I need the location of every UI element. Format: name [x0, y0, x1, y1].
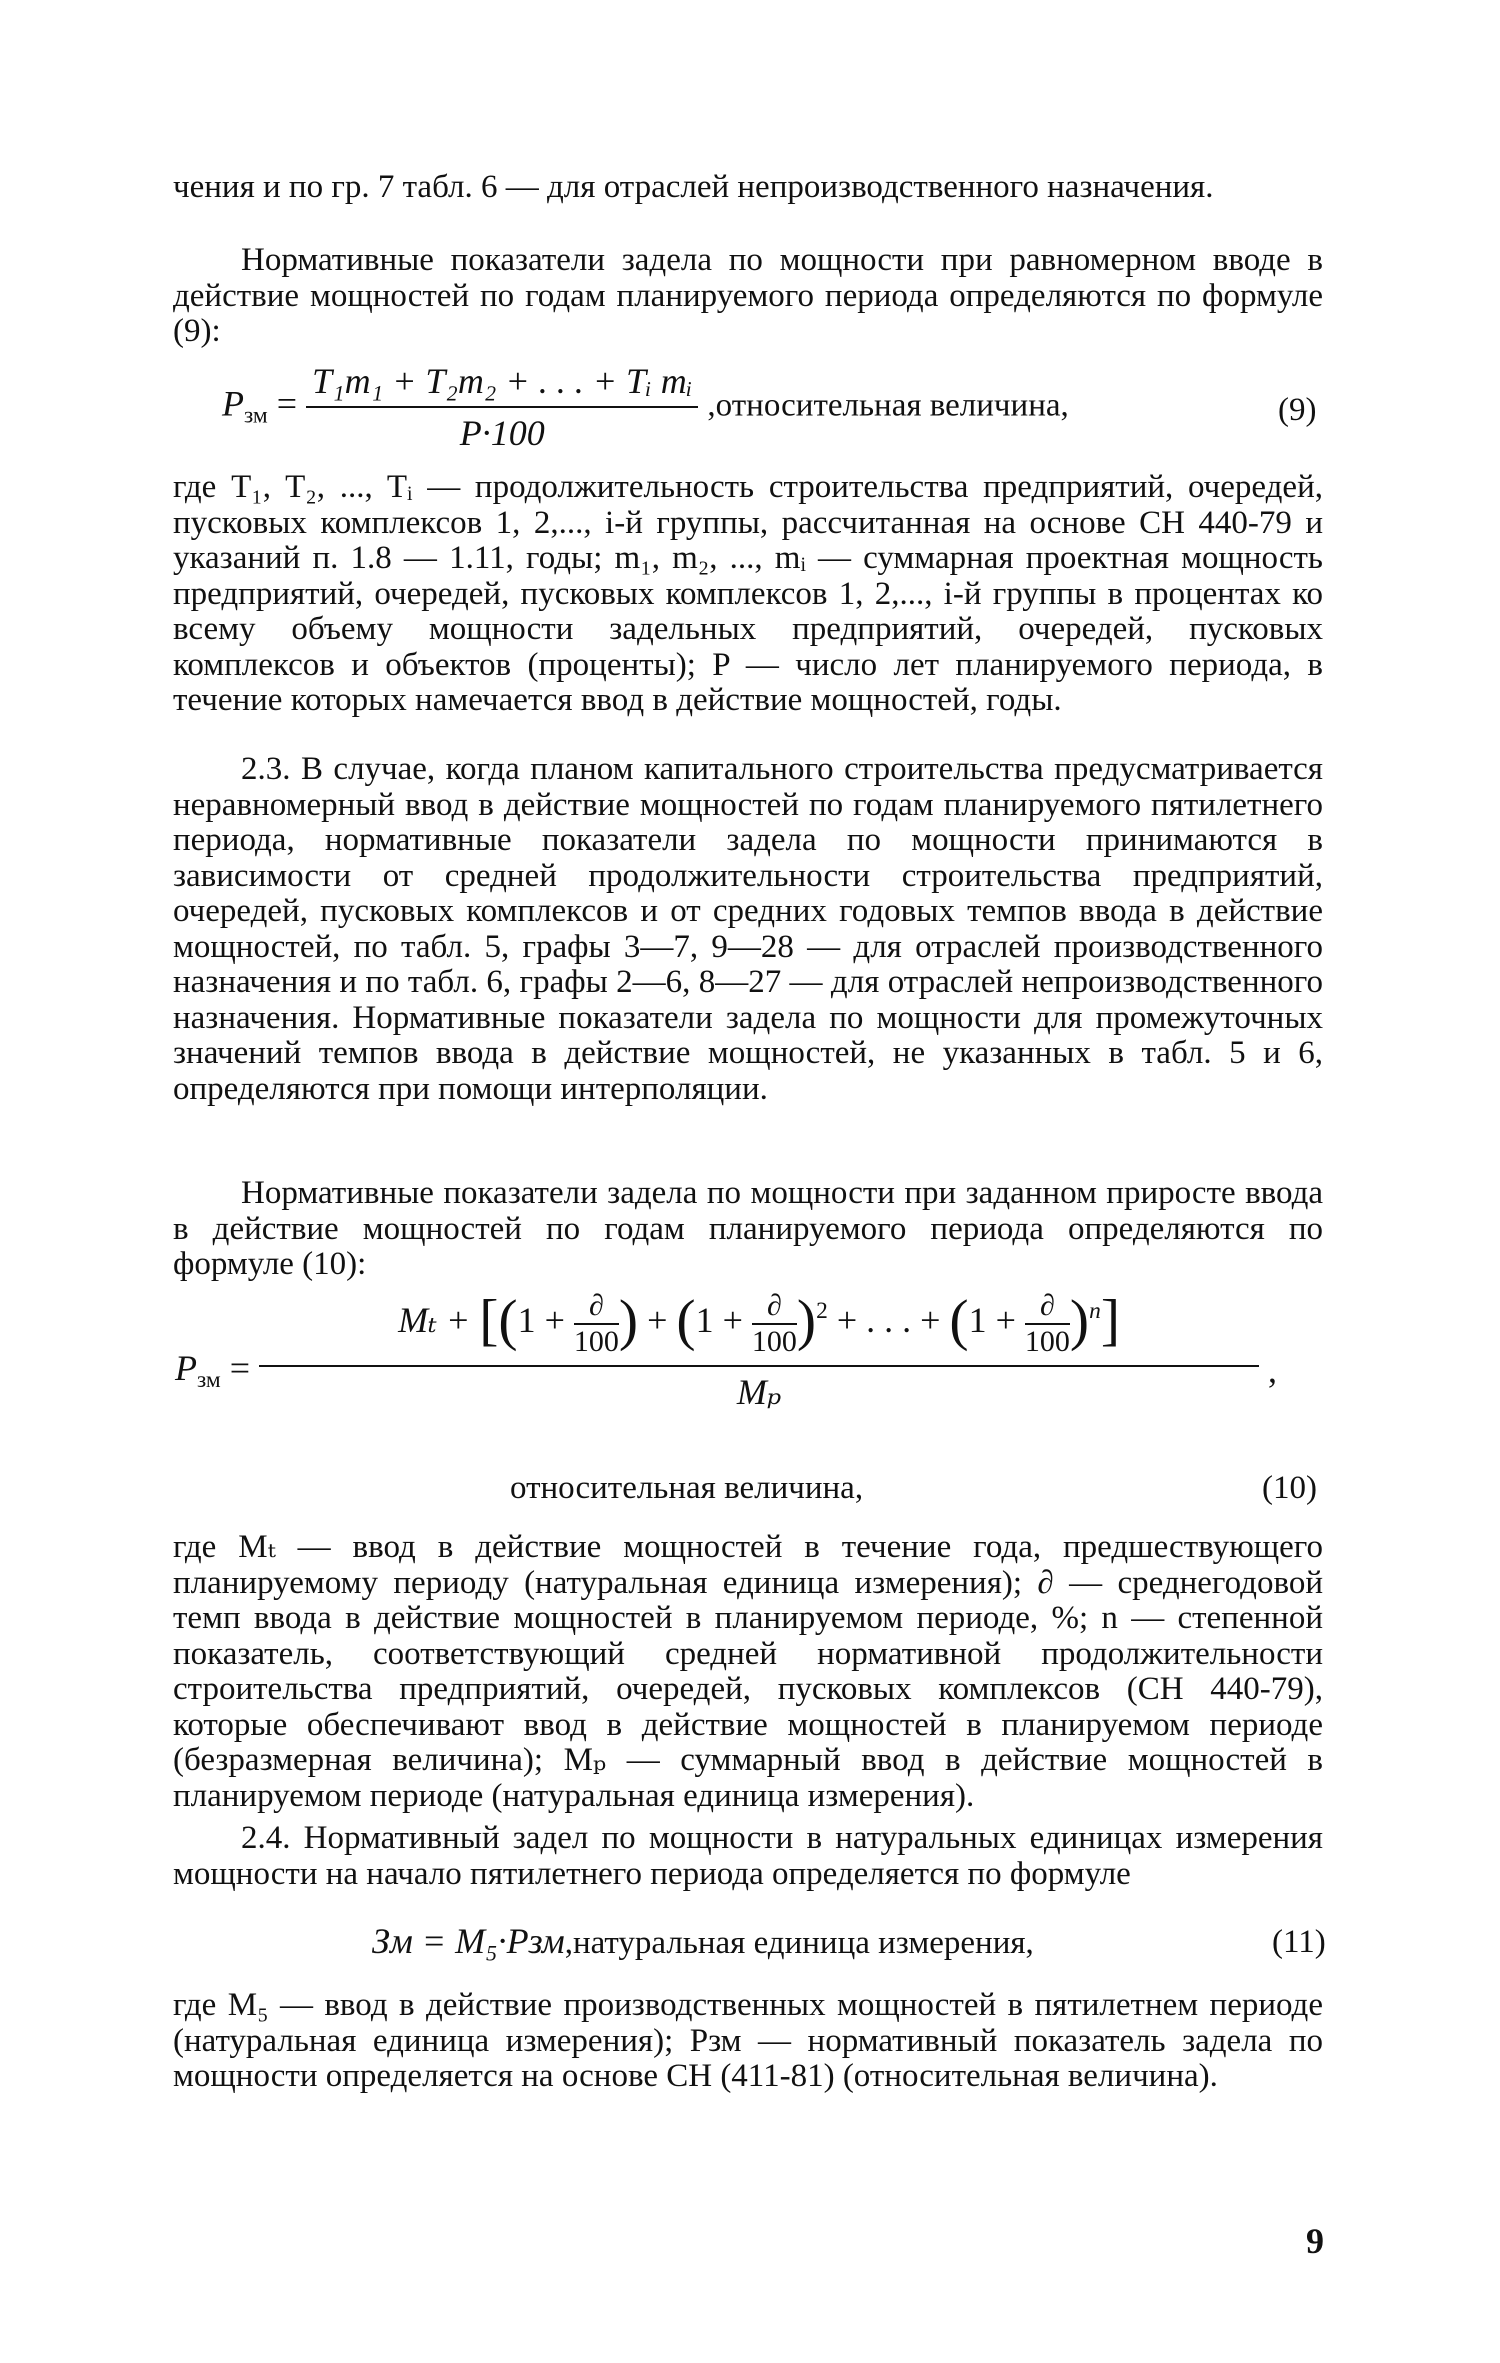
formula10-one-plus-1: 1 + — [517, 1300, 565, 1341]
formula10-ellipsis: + . . . + — [836, 1300, 941, 1341]
rate-symbol: ∂ — [574, 1289, 619, 1325]
formula10-rate-fraction-n — [1025, 1289, 1070, 1359]
formula9-numerator: T₁m₁ + T₂m₂ + . . . + Tᵢ mᵢ — [306, 360, 698, 408]
paragraph-formula11-definitions: где M₅ — ввод в действие производственных мощностей в пятилетнем периоде (натуральная единица измерения); Pзм — нормативный показатель задела по мощности определяется на основе СН (411-81) (относительная величина). — [173, 1987, 1323, 2094]
rate-denominator: 100 — [573, 1324, 619, 1358]
formula-10 — [175, 1288, 1277, 1413]
formula10-comma: , — [1268, 1350, 1278, 1391]
formula10-equals: = — [229, 1347, 251, 1388]
paragraph-continuation: чения и по гр. 7 табл. 6 — для отраслей непроизводственного назначения. — [173, 169, 1214, 205]
paragraph-section-2-3: 2.3. В случае, когда планом капитального строительства предусматривается неравномерный ввод в действие мощностей по годам планируемого пятилетнего периода, нормативные показатели задела по мощности принимаются в зависимости от средней продолжительности строительства предприятий, очередей, пусковых комплексов и от средних годовых темпов ввода в действие мощностей, по табл. 5, графы 3—7, 9—28 — для отраслей производственного назначения и по табл. 6, графы 2—6, 8—27 — для отраслей непроизводственного назначения. Нормативные показатели задела по мощности для промежуточных значений темпов ввода в действие мощностей, не указанных в табл. 5 и 6, определяются при помощи интерполяции. — [173, 751, 1323, 1107]
formula10-one-plus-2: 1 + — [695, 1300, 743, 1341]
formula9-lhs-sub: зм — [244, 402, 268, 429]
paragraph-formula9-intro: Нормативные показатели задела по мощности при равномерном вводе в действие мощностей по годам планируемого периода определяются по формуле (9): — [173, 242, 1323, 349]
formula10-denominator: Mₚ — [736, 1371, 782, 1412]
rate-symbol: ∂ — [752, 1289, 797, 1325]
formula9-equals: = — [276, 383, 298, 424]
formula-9 — [222, 360, 1069, 454]
page-number: 9 — [1306, 2221, 1324, 2261]
formula11-expression: Зм = M₅·Pзм — [372, 1921, 565, 1961]
paragraph-formula10-definitions: где Mₜ — ввод в действие мощностей в течение года, предшествующего планируемому периоду (натуральная единица измерения); ∂ — среднегодовой темп ввода в действие мощностей в планируемом периоде, %; n — степенной показатель, соответствующий средней нормативной продолжительности строительства предприятий, очередей, пусковых комплексов (СН 440-79), которые обеспечивают ввод в действие мощностей в планируемом периоде (безразмерная величина); Mₚ — суммарный ввод в действие мощностей в планируемом периоде (натуральная единица измерения). — [173, 1529, 1323, 1814]
formula9-number: (9) — [1278, 392, 1317, 428]
formula10-power-2: 2 — [816, 1298, 828, 1325]
formula10-numerator: Mₜ + [(1 + $\frac{\partial}{100}$ ) + (1 + $\frac{\partial}{100}$ )$^2$ + . . . + (1 + $\frac{\partial}{100}$ )$^n$] — [259, 1288, 1259, 1367]
formula10-lhs-sub: зм — [197, 1366, 221, 1393]
rate-denominator: 100 — [1024, 1324, 1070, 1358]
formula11-label: ,натуральная единица измерения, — [564, 1925, 1034, 1961]
formula11-number: (11) — [1272, 1924, 1326, 1960]
formula9-label: ,относительная величина, — [707, 387, 1069, 424]
formula10-rate-fraction-1 — [574, 1289, 619, 1359]
rate-denominator: 100 — [751, 1324, 797, 1358]
formula10-label: относительная величина, — [510, 1470, 864, 1506]
paragraph-section-2-4: 2.4. Нормативный задел по мощности в натуральных единицах измерения мощности на начало пятилетнего периода определяется по формуле — [173, 1820, 1323, 1892]
formula10-mt: Mₜ + — [398, 1300, 471, 1341]
formula9-lhs: P — [222, 383, 244, 424]
rate-symbol: ∂ — [1025, 1289, 1070, 1325]
formula-11 — [372, 1920, 1034, 1962]
formula10-power-n: n — [1089, 1298, 1101, 1325]
formula10-plus: + — [647, 1300, 668, 1341]
paragraph-formula9-definitions: где T₁, T₂, ..., Tᵢ — продолжительность строительства предприятий, очередей, пусковых комплексов 1, 2,..., i-й группы, рассчитанная на основе СН 440-79 и указаний п. 1.8 — 1.11, годы; m₁, m₂, ..., mᵢ — суммарная проектная мощность предприятий, очередей, пусковых комплексов 1, 2,..., i-й группы в процентах ко всему объему мощности задельных предприятий, очередей, пусковых комплексов и объектов (проценты); P — число лет планируемого периода, в течение которых намечается ввод в действие мощностей, годы. — [173, 469, 1323, 718]
paragraph-formula10-intro: Нормативные показатели задела по мощности при заданном приросте ввода в действие мощностей по годам планируемого периода определяются по формуле (10): — [173, 1175, 1323, 1282]
formula9-fraction — [306, 360, 698, 454]
formula10-one-plus-n: 1 + — [968, 1300, 1016, 1341]
formula10-rate-fraction-2 — [752, 1289, 797, 1359]
formula10-number: (10) — [1262, 1470, 1317, 1506]
formula10-fraction — [259, 1288, 1259, 1413]
formula10-lhs: P — [175, 1347, 197, 1388]
formula9-denominator: P·100 — [459, 413, 545, 453]
